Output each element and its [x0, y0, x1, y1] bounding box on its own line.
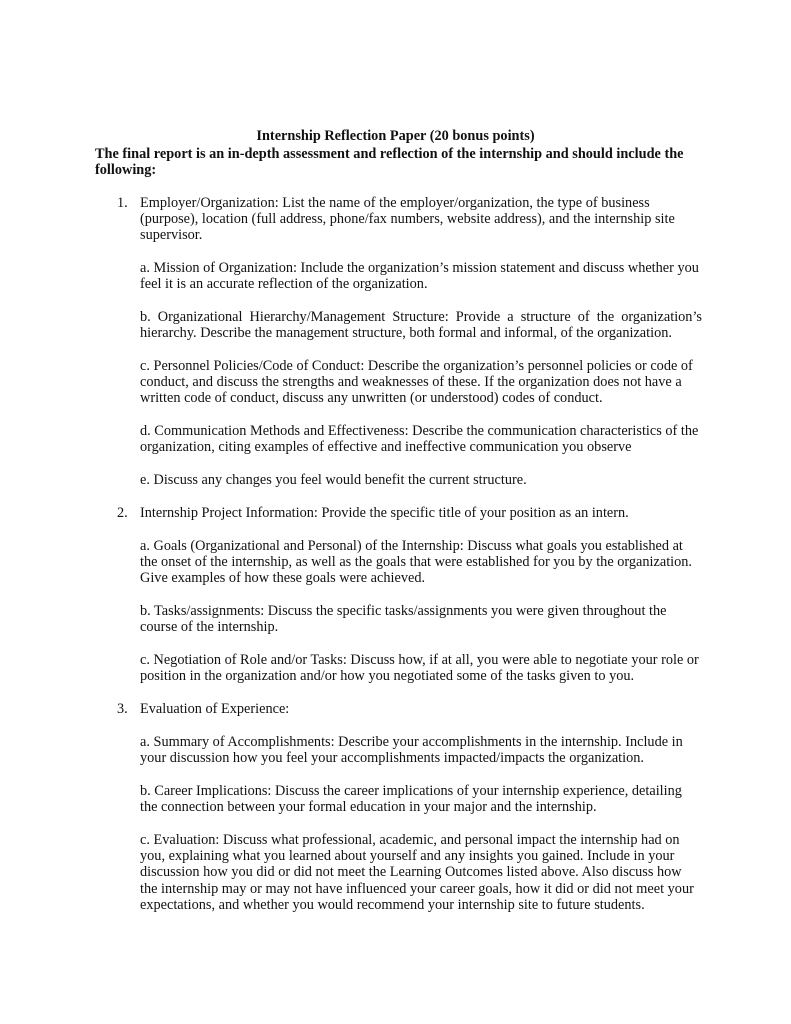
- subitem-2a: a. Goals (Organizational and Personal) of the Internship: Discuss what goals you established at the onset of the internship, as well as the goals that were established for you by the organization. Give examples of how these goals were achieved.: [140, 538, 693, 587]
- subitem-1d: d. Communication Methods and Effectiveness: Describe the communication characteristics of the organization, citing examples of effective and ineffective communication you observe: [140, 423, 699, 456]
- section-number: 2.: [117, 505, 128, 521]
- document-intro: The final report is an in-depth assessment and reflection of the internship and should include the following:: [95, 146, 684, 179]
- subitem-1c: c. Personnel Policies/Code of Conduct: Describe the organization’s personnel policies or code of conduct, and discuss the strengths and weaknesses of these. If the organization does not have a written code of conduct, discuss any unwritten (or understood) codes of conduct.: [140, 358, 693, 407]
- section-number: 1.: [117, 195, 128, 211]
- section-text: Evaluation of Experience:: [140, 701, 290, 717]
- subitem-2b: b. Tasks/assignments: Discuss the specific tasks/assignments you were given throughout the course of the internship.: [140, 603, 667, 636]
- document-title: Internship Reflection Paper (20 bonus points): [256, 128, 535, 144]
- subitem-1b: b. Organizational Hierarchy/Management Structure: Provide a structure of the organization’s hierarchy. Describe the management structure, both formal and informal, of the organization.: [140, 309, 702, 342]
- subitem-3c: c. Evaluation: Discuss what professional, academic, and personal impact the internship had on you, explaining what you learned about yourself and any insights you gained. Include in your discussion how you did or did not meet the Learning Outcomes listed above. Also discuss how the internship may or may not have influenced your career goals, how it did or did not meet your expectations, and whether you would recommend your internship site to future students.: [140, 832, 694, 913]
- section-1: [95, 195, 707, 244]
- subitem-2c: c. Negotiation of Role and/or Tasks: Discuss how, if at all, you were able to negotiate your role or position in the organization and/or how you negotiated some of the tasks given to you.: [140, 652, 699, 685]
- section-text: Internship Project Information: Provide the specific title of your position as an intern.: [140, 505, 629, 521]
- section-text: Employer/Organization: List the name of the employer/organization, the type of business (purpose), location (full address, phone/fax numbers, website address), and the internship site supervisor.: [140, 195, 675, 244]
- subitem-3b: b. Career Implications: Discuss the career implications of your internship experience, detailing the connection between your formal education in your major and the internship.: [140, 783, 682, 816]
- section-number: 3.: [117, 701, 128, 717]
- subitem-3a: a. Summary of Accomplishments: Describe your accomplishments in the internship. Include in your discussion how you feel your accomplishments impacted/impacts the organization.: [140, 734, 683, 767]
- subitem-1e: e. Discuss any changes you feel would benefit the current structure.: [140, 472, 527, 488]
- section-3: [95, 701, 707, 717]
- subitem-1a: a. Mission of Organization: Include the organization’s mission statement and discuss whether you feel it is an accurate reflection of the organization.: [140, 260, 699, 293]
- section-2: [95, 505, 707, 521]
